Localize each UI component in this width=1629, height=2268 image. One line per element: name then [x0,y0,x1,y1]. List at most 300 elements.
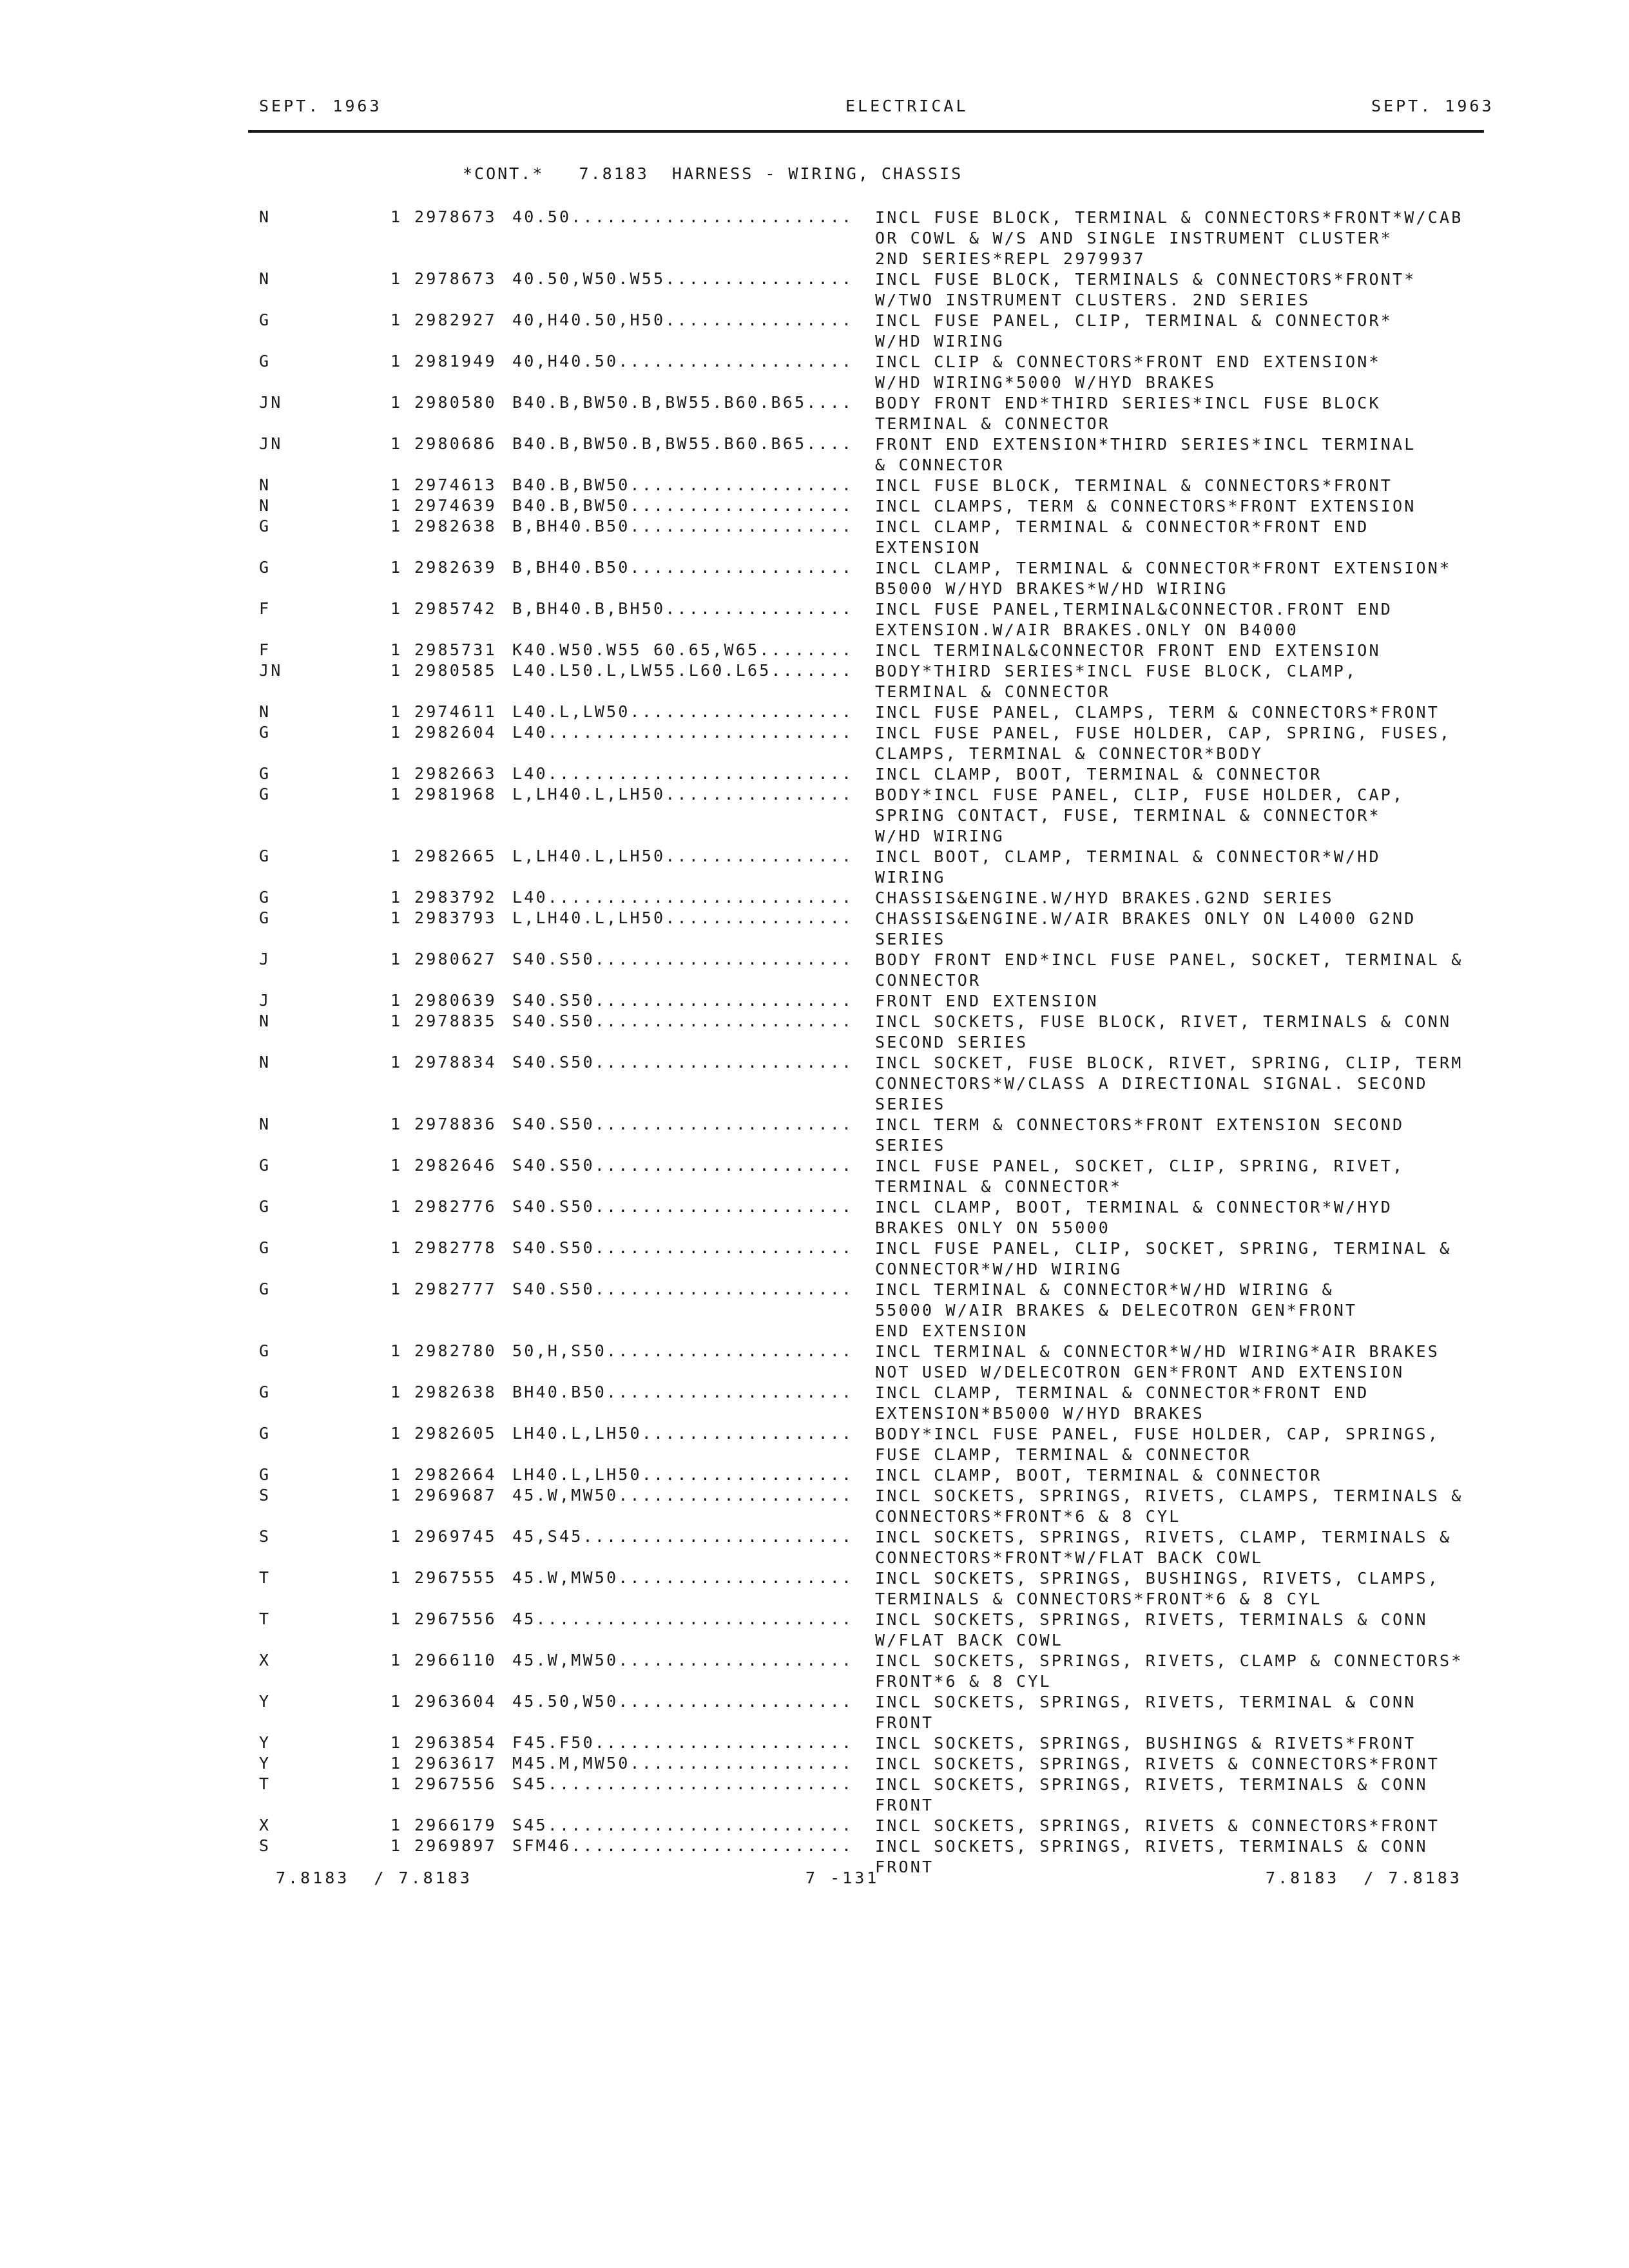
footer-ref-left: 7.8183 / 7.8183 [276,1869,472,1887]
row-code: G [259,785,271,803]
description-line: INCL SOCKETS, SPRINGS, RIVETS, CLAMP, TERMINALS & [875,1528,1452,1546]
row-model: 40,H40.50.................... [512,352,854,370]
row-description [875,517,1484,558]
row-code: J [259,950,271,968]
row-quantity: 1 [390,517,403,535]
description-line: INCL TERMINAL&CONNECTOR FRONT END EXTENSION [875,641,1381,660]
row-model: S40.S50...................... [512,950,854,968]
description-line: INCL FUSE BLOCK, TERMINAL & CONNECTORS*FRONT*W/CAB [875,208,1463,227]
row-quantity: 1 [390,393,403,412]
row-model: L40.......................... [512,888,854,907]
row-code: F [259,599,271,618]
row-quantity: 1 [390,352,403,370]
row-code: G [259,723,271,742]
row-code: Y [259,1754,271,1773]
row-part-number: 2985742 [414,599,497,618]
row-part-number: 2981949 [414,352,497,370]
description-line: NOT USED W/DELECOTRON GEN*FRONT AND EXTENSION [875,1363,1405,1381]
row-quantity: 1 [390,1527,403,1546]
description-line: BODY*INCL FUSE PANEL, CLIP, FUSE HOLDER, CAP, [875,785,1405,804]
row-code: G [259,908,271,927]
description-line: END EXTENSION [875,1321,1028,1340]
row-description [875,269,1484,311]
row-quantity: 1 [390,1568,403,1587]
row-description [875,1754,1484,1774]
row-code: G [259,517,271,535]
row-part-number: 2981968 [414,785,497,803]
row-description [875,1238,1484,1280]
row-description [875,640,1484,661]
description-line: EXTENSION [875,538,981,557]
row-code: G [259,1280,271,1298]
row-description [875,1568,1484,1610]
row-model: BH40.B50..................... [512,1383,854,1401]
row-model: LH40.L,LH50.................. [512,1465,854,1484]
row-part-number: 2967556 [414,1774,497,1793]
description-line: INCL SOCKETS, SPRINGS, RIVETS, CLAMPS, TERMINALS & [875,1486,1463,1505]
description-line: TERMINALS & CONNECTORS*FRONT*6 & 8 CYL [875,1590,1322,1608]
description-line: EXTENSION*B5000 W/HYD BRAKES [875,1404,1205,1423]
description-line: INCL CLAMP, BOOT, TERMINAL & CONNECTOR [875,765,1322,783]
row-model: SFM46........................ [512,1836,854,1855]
row-part-number: 2983792 [414,888,497,907]
row-code: X [259,1651,271,1669]
row-quantity: 1 [390,764,403,783]
row-description [875,888,1484,908]
row-model: S40.S50...................... [512,1197,854,1216]
row-part-number: 2978673 [414,269,497,288]
row-part-number: 2980580 [414,393,497,412]
description-line: 55000 W/AIR BRAKES & DELECOTRON GEN*FRONT [875,1301,1358,1320]
row-description [875,1610,1484,1651]
row-description [875,1115,1484,1156]
row-part-number: 2982638 [414,517,497,535]
description-line: INCL CLAMPS, TERM & CONNECTORS*FRONT EXTENSION [875,497,1416,515]
description-line: TERMINAL & CONNECTOR [875,414,1111,433]
row-model: B40.B,BW50.B,BW55.B60.B65.... [512,434,854,453]
row-quantity: 1 [390,496,403,515]
row-part-number: 2982664 [414,1465,497,1484]
row-quantity: 1 [390,640,403,659]
row-description [875,908,1484,950]
row-quantity: 1 [390,207,403,226]
row-part-number: 2982665 [414,847,497,865]
description-line: INCL CLAMP, BOOT, TERMINAL & CONNECTOR [875,1466,1322,1485]
row-quantity: 1 [390,1156,403,1175]
row-part-number: 2982646 [414,1156,497,1175]
row-model: S45.......................... [512,1816,854,1834]
row-part-number: 2982777 [414,1280,497,1298]
description-line: FRONT END EXTENSION [875,992,1099,1010]
row-description [875,1424,1484,1465]
row-description [875,950,1484,991]
row-quantity: 1 [390,847,403,865]
row-model: B,BH40.B,BH50................ [512,599,854,618]
description-line: CHASSIS&ENGINE.W/HYD BRAKES.G2ND SERIES [875,889,1334,907]
description-line: EXTENSION.W/AIR BRAKES.ONLY ON B4000 [875,620,1299,639]
row-description [875,434,1484,476]
row-part-number: 2974613 [414,476,497,494]
description-line: W/TWO INSTRUMENT CLUSTERS. 2ND SERIES [875,291,1311,309]
row-model: S40.S50...................... [512,1115,854,1133]
description-line: SERIES [875,930,946,948]
row-part-number: 2980686 [414,434,497,453]
description-line: WIRING [875,868,946,887]
row-quantity: 1 [390,1816,403,1834]
description-line: BRAKES ONLY ON 55000 [875,1218,1111,1237]
row-quantity: 1 [390,1836,403,1855]
description-line: W/HD WIRING*5000 W/HYD BRAKES [875,373,1217,392]
row-model: B40.B,BW50................... [512,496,854,515]
row-description [875,1651,1484,1692]
description-line: B5000 W/HYD BRAKES*W/HD WIRING [875,579,1228,598]
row-model: K40.W50.W55 60.65,W65........ [512,640,854,659]
row-model: S40.S50...................... [512,1053,854,1072]
row-part-number: 2974611 [414,702,497,721]
row-code: Y [259,1733,271,1752]
row-code: N [259,1053,271,1072]
row-model: B40.B,BW50................... [512,476,854,494]
description-line: & CONNECTOR [875,456,1005,474]
row-model: 45.W,MW50.................... [512,1651,854,1669]
row-description [875,1692,1484,1733]
row-quantity: 1 [390,558,403,577]
row-code: JN [259,434,283,453]
row-model: 40.50,W50.W55................ [512,269,854,288]
row-code: T [259,1774,271,1793]
description-line: INCL FUSE BLOCK, TERMINAL & CONNECTORS*FRONT [875,476,1393,495]
description-line: OR COWL & W/S AND SINGLE INSTRUMENT CLUSTER* [875,229,1393,247]
description-line: BODY*INCL FUSE PANEL, FUSE HOLDER, CAP, SPRINGS, [875,1425,1440,1443]
row-code: N [259,1115,271,1133]
row-description [875,1197,1484,1238]
row-description [875,1774,1484,1816]
row-code: Y [259,1692,271,1711]
row-code: N [259,496,271,515]
row-code: F [259,640,271,659]
description-line: CHASSIS&ENGINE.W/AIR BRAKES ONLY ON L4000 G2ND [875,909,1416,928]
row-part-number: 2982663 [414,764,497,783]
row-code: G [259,352,271,370]
description-line: FRONT [875,1858,934,1876]
row-quantity: 1 [390,991,403,1010]
row-model: S40.S50...................... [512,991,854,1010]
page-number: 7 -131 [805,1869,880,1887]
row-code: G [259,1156,271,1175]
row-description [875,1465,1484,1486]
row-description [875,1053,1484,1115]
row-code: J [259,991,271,1010]
row-part-number: 2983793 [414,908,497,927]
row-part-number: 2966110 [414,1651,497,1669]
description-line: CONNECTORS*W/CLASS A DIRECTIONAL SIGNAL. SECOND [875,1074,1428,1093]
row-part-number: 2980585 [414,661,497,680]
row-model: 50,H,S50..................... [512,1341,854,1360]
row-model: B,BH40.B50................... [512,558,854,577]
row-code: G [259,888,271,907]
description-line: INCL SOCKETS, SPRINGS, RIVETS, TERMINALS & CONN [875,1837,1428,1856]
row-description [875,599,1484,640]
row-quantity: 1 [390,908,403,927]
row-model: L,LH40.L,LH50................ [512,847,854,865]
row-code: N [259,476,271,494]
row-description [875,764,1484,785]
row-part-number: 2978835 [414,1012,497,1030]
row-description [875,1733,1484,1754]
footer-ref-right: 7.8183 / 7.8183 [1266,1869,1462,1887]
row-quantity: 1 [390,702,403,721]
row-quantity: 1 [390,1012,403,1030]
description-line: INCL FUSE PANEL,TERMINAL&CONNECTOR.FRONT END [875,600,1393,619]
row-part-number: 2963617 [414,1754,497,1773]
description-line: FUSE CLAMP, TERMINAL & CONNECTOR [875,1445,1252,1464]
description-line: INCL CLAMP, BOOT, TERMINAL & CONNECTOR*W/HYD [875,1198,1393,1216]
row-part-number: 2982776 [414,1197,497,1216]
row-quantity: 1 [390,1238,403,1257]
row-model: L,LH40.L,LH50................ [512,908,854,927]
description-line: INCL TERMINAL & CONNECTOR*W/HD WIRING & [875,1280,1334,1299]
row-quantity: 1 [390,599,403,618]
row-quantity: 1 [390,1280,403,1298]
description-line: INCL FUSE PANEL, CLAMPS, TERM & CONNECTORS*FRONT [875,703,1440,722]
row-part-number: 2980627 [414,950,497,968]
row-model: 45.50,W50.................... [512,1692,854,1711]
row-part-number: 2966179 [414,1816,497,1834]
description-line: SERIES [875,1095,946,1113]
row-part-number: 2978836 [414,1115,497,1133]
row-description [875,1383,1484,1424]
description-line: FRONT [875,1713,934,1732]
description-line: INCL SOCKETS, SPRINGS, BUSHINGS & RIVETS*FRONT [875,1734,1416,1753]
row-description [875,723,1484,764]
description-line: INCL TERM & CONNECTORS*FRONT EXTENSION SECOND [875,1115,1405,1134]
row-quantity: 1 [390,1341,403,1360]
row-code: N [259,1012,271,1030]
row-part-number: 2967555 [414,1568,497,1587]
row-description [875,785,1484,847]
row-quantity: 1 [390,269,403,288]
description-line: 2ND SERIES*REPL 2979937 [875,249,1146,268]
description-line: INCL FUSE PANEL, CLIP, TERMINAL & CONNECTOR* [875,311,1393,330]
row-model: S40.S50...................... [512,1156,854,1175]
row-code: T [259,1610,271,1628]
row-code: G [259,311,271,329]
description-line: INCL SOCKETS, SPRINGS, RIVETS, TERMINALS & CONN [875,1610,1428,1629]
description-line: INCL FUSE PANEL, SOCKET, CLIP, SPRING, RIVET, [875,1157,1405,1175]
description-line: SERIES [875,1136,946,1155]
row-part-number: 2969745 [414,1527,497,1546]
description-line: INCL CLAMP, TERMINAL & CONNECTOR*FRONT END [875,517,1369,536]
row-part-number: 2963604 [414,1692,497,1711]
row-model: 45........................... [512,1610,854,1628]
row-model: 45,S45....................... [512,1527,854,1546]
row-code: N [259,269,271,288]
row-part-number: 2982639 [414,558,497,577]
header-section: ELECTRICAL [845,97,969,115]
row-quantity: 1 [390,888,403,907]
description-line: INCL FUSE PANEL, FUSE HOLDER, CAP, SPRING, FUSES, [875,724,1452,742]
description-line: INCL CLAMP, TERMINAL & CONNECTOR*FRONT END [875,1383,1369,1402]
description-line: INCL SOCKET, FUSE BLOCK, RIVET, SPRING, CLIP, TERM [875,1053,1463,1072]
row-model: M45.M,MW50................... [512,1754,854,1773]
row-quantity: 1 [390,661,403,680]
row-code: N [259,702,271,721]
description-line: TERMINAL & CONNECTOR [875,682,1111,701]
row-quantity: 1 [390,1754,403,1773]
row-description [875,1012,1484,1053]
row-quantity: 1 [390,1115,403,1133]
row-quantity: 1 [390,476,403,494]
row-model: 45.W,MW50.................... [512,1568,854,1587]
row-description [875,1280,1484,1341]
row-model: L40.L,LW50................... [512,702,854,721]
description-line: CONNECTORS*FRONT*W/FLAT BACK COWL [875,1548,1264,1567]
row-description [875,1341,1484,1383]
description-line: W/FLAT BACK COWL [875,1631,1064,1649]
row-part-number: 2985731 [414,640,497,659]
row-code: G [259,1424,271,1443]
description-line: INCL SOCKETS, SPRINGS, BUSHINGS, RIVETS, CLAMPS, [875,1569,1440,1588]
row-part-number: 2982778 [414,1238,497,1257]
row-description [875,1156,1484,1197]
description-line: INCL CLIP & CONNECTORS*FRONT END EXTENSION* [875,352,1381,371]
description-line: FRONT END EXTENSION*THIRD SERIES*INCL TERMINAL [875,435,1416,454]
row-description [875,847,1484,888]
description-line: INCL SOCKETS, SPRINGS, RIVETS & CONNECTORS*FRONT [875,1816,1440,1835]
description-line: INCL BOOT, CLAMP, TERMINAL & CONNECTOR*W/HD [875,847,1381,866]
row-part-number: 2982638 [414,1383,497,1401]
row-quantity: 1 [390,1053,403,1072]
row-model: S45.......................... [512,1774,854,1793]
description-line: FRONT*6 & 8 CYL [875,1672,1052,1691]
row-part-number: 2982927 [414,311,497,329]
description-line: INCL FUSE PANEL, CLIP, SOCKET, SPRING, TERMINAL & [875,1239,1452,1258]
description-line: INCL SOCKETS, SPRINGS, RIVETS, CLAMP & CONNECTORS* [875,1651,1463,1670]
row-code: X [259,1816,271,1834]
row-quantity: 1 [390,1197,403,1216]
row-model: B,BH40.B50................... [512,517,854,535]
description-line: INCL SOCKETS, SPRINGS, RIVETS, TERMINALS & CONN [875,1775,1428,1794]
row-model: L40.......................... [512,764,854,783]
row-code: S [259,1527,271,1546]
row-part-number: 2967556 [414,1610,497,1628]
description-line: FRONT [875,1796,934,1814]
section-title: *CONT.* 7.8183 HARNESS - WIRING, CHASSIS [463,164,963,183]
row-code: G [259,1383,271,1401]
row-quantity: 1 [390,1486,403,1504]
row-description [875,702,1484,723]
row-quantity: 1 [390,1424,403,1443]
row-part-number: 2978834 [414,1053,497,1072]
header-date-left: SEPT. 1963 [259,97,382,115]
description-line: INCL SOCKETS, SPRINGS, RIVETS, TERMINAL & CONN [875,1693,1416,1711]
row-code: S [259,1486,271,1504]
row-code: G [259,764,271,783]
description-line: CONNECTORS*FRONT*6 & 8 CYL [875,1507,1181,1526]
row-description [875,476,1484,496]
row-description [875,1816,1484,1836]
row-description [875,207,1484,269]
row-model: 40,H40.50,H50................ [512,311,854,329]
row-quantity: 1 [390,1733,403,1752]
description-line: BODY FRONT END*THIRD SERIES*INCL FUSE BLOCK [875,394,1381,412]
row-quantity: 1 [390,785,403,803]
header-date-right: SEPT. 1963 [1371,97,1494,115]
row-description [875,661,1484,702]
row-part-number: 2963854 [414,1733,497,1752]
row-code: G [259,1197,271,1216]
description-line: INCL FUSE BLOCK, TERMINALS & CONNECTORS*FRONT* [875,270,1416,289]
description-line: BODY FRONT END*INCL FUSE PANEL, SOCKET, TERMINAL & [875,950,1463,969]
row-model: L,LH40.L,LH50................ [512,785,854,803]
row-model: S40.S50...................... [512,1238,854,1257]
description-line: BODY*THIRD SERIES*INCL FUSE BLOCK, CLAMP, [875,662,1358,680]
row-code: G [259,847,271,865]
row-code: G [259,1238,271,1257]
description-line: CLAMPS, TERMINAL & CONNECTOR*BODY [875,744,1264,763]
row-model: L40.......................... [512,723,854,742]
row-model: 45.W,MW50.................... [512,1486,854,1504]
row-code: JN [259,393,283,412]
row-quantity: 1 [390,723,403,742]
row-model: 40.50........................ [512,207,854,226]
header-rule [248,130,1484,133]
row-part-number: 2982605 [414,1424,497,1443]
row-model: B40.B,BW50.B,BW55.B60.B65.... [512,393,854,412]
description-line: CONNECTOR [875,971,981,990]
row-quantity: 1 [390,1651,403,1669]
row-model: S40.S50...................... [512,1012,854,1030]
description-line: SECOND SERIES [875,1033,1028,1052]
row-description [875,352,1484,393]
row-code: G [259,1341,271,1360]
row-code: T [259,1568,271,1587]
row-code: S [259,1836,271,1855]
row-code: G [259,558,271,577]
description-line: SPRING CONTACT, FUSE, TERMINAL & CONNECTOR* [875,806,1381,825]
row-quantity: 1 [390,1774,403,1793]
row-description [875,311,1484,352]
row-quantity: 1 [390,1610,403,1628]
description-line: CONNECTOR*W/HD WIRING [875,1260,1123,1278]
description-line: W/HD WIRING [875,827,1005,845]
row-description [875,1486,1484,1527]
row-quantity: 1 [390,950,403,968]
description-line: INCL SOCKETS, FUSE BLOCK, RIVET, TERMINALS & CONN [875,1012,1452,1031]
row-part-number: 2978673 [414,207,497,226]
row-quantity: 1 [390,311,403,329]
row-model: F45.F50...................... [512,1733,854,1752]
row-quantity: 1 [390,434,403,453]
row-part-number: 2969897 [414,1836,497,1855]
description-line: W/HD WIRING [875,332,1005,351]
description-line: INCL SOCKETS, SPRINGS, RIVETS & CONNECTORS*FRONT [875,1754,1440,1773]
row-part-number: 2982604 [414,723,497,742]
row-model: L40.L50.L,LW55.L60.L65....... [512,661,854,680]
row-part-number: 2969687 [414,1486,497,1504]
description-line: INCL CLAMP, TERMINAL & CONNECTOR*FRONT EXTENSION* [875,559,1452,577]
row-model: LH40.L,LH50.................. [512,1424,854,1443]
row-part-number: 2974639 [414,496,497,515]
row-quantity: 1 [390,1383,403,1401]
description-line: TERMINAL & CONNECTOR* [875,1177,1123,1196]
row-part-number: 2980639 [414,991,497,1010]
row-code: N [259,207,271,226]
row-description [875,991,1484,1012]
row-description [875,1527,1484,1568]
row-code: G [259,1465,271,1484]
row-description [875,496,1484,517]
